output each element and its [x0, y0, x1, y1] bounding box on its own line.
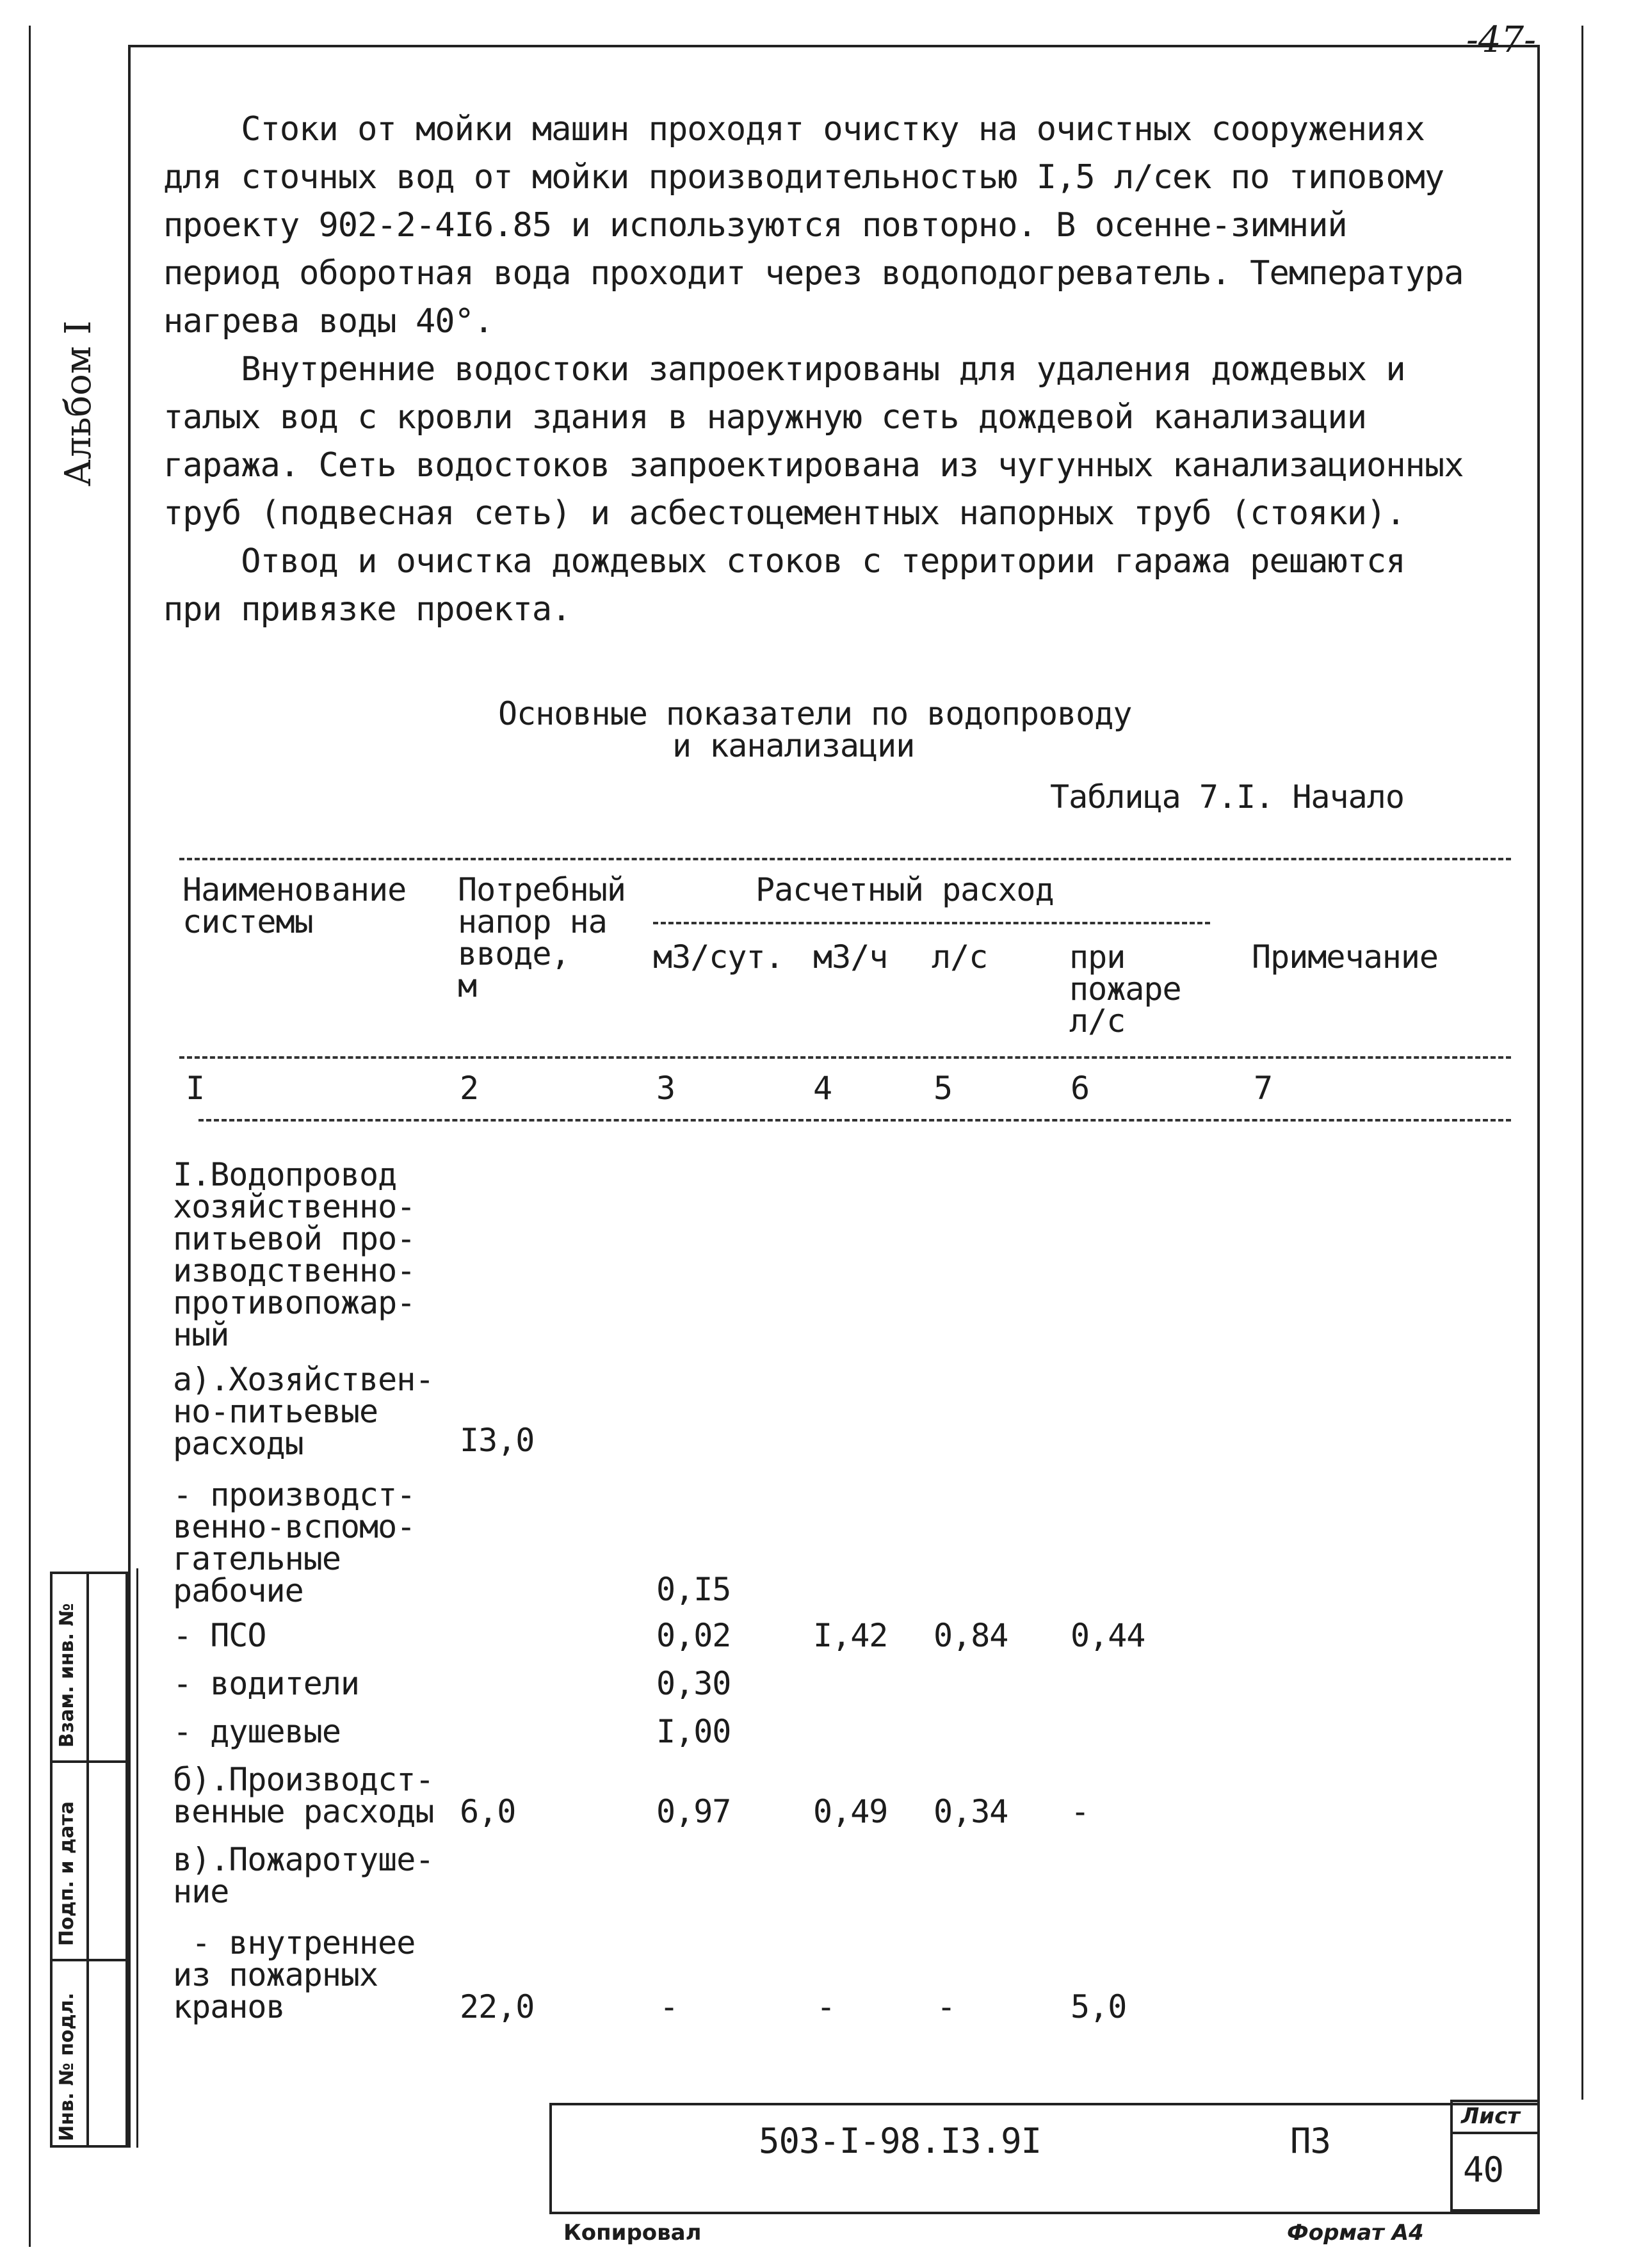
row-pressure: I3,0	[460, 1422, 535, 1459]
header-m3-per-day: м3/сут.	[653, 938, 784, 976]
page-mark: -47-	[1466, 19, 1537, 61]
album-label: Альбом I	[58, 320, 99, 487]
row-fire-flow: -	[1071, 1793, 1090, 1830]
text-line: нагрева воды 40°.	[163, 302, 494, 341]
header-name: Наименование системы	[182, 871, 407, 940]
col-number: 5	[934, 1070, 953, 1107]
text-line: Отвод и очистка дождевых стоков с территории гаража решаются	[163, 542, 1405, 581]
table-top-rule	[179, 858, 1511, 867]
row-fire-flow: 5,0	[1071, 1988, 1127, 2025]
stamp-label-replace-inv: Взам. инв. №	[56, 1603, 78, 1748]
row-m3-per-day: 0,30	[656, 1665, 731, 1702]
footer-copied: Копировал	[563, 2220, 702, 2246]
stamp-label-inv-original: Инв. № подл.	[56, 1992, 78, 2141]
header-flow: Расчетный расход	[756, 871, 1054, 908]
stamp-divider	[86, 1572, 89, 2148]
row-pressure: 6,0	[460, 1793, 516, 1830]
numbers-bottom-rule	[198, 1119, 1511, 1128]
row-m3-per-day: 0,02	[656, 1617, 731, 1654]
sheet-number: 40	[1463, 2150, 1504, 2190]
text-line: Стоки от мойки машин проходят очистку на очистных сооружениях	[163, 110, 1425, 149]
row-l-per-s: -	[937, 1988, 956, 2025]
frame-right-line	[1537, 45, 1540, 2148]
row-l-per-s: 0,34	[934, 1793, 1008, 1830]
header-m3-per-hour: м3/ч	[813, 938, 888, 976]
row-name: - ПСО	[173, 1617, 266, 1654]
text-line: период оборотная вода проходит через водоподогреватель. Температура	[163, 254, 1464, 293]
col-number: I	[186, 1070, 205, 1107]
row-m3-per-day: I,00	[656, 1713, 731, 1750]
table-title-line2: и канализации	[672, 727, 915, 764]
sheet-label: Лист	[1461, 2103, 1520, 2129]
title-block-body	[549, 2105, 1540, 2214]
text-line: при привязке проекта.	[163, 590, 571, 629]
row-fire-flow: 0,44	[1071, 1617, 1145, 1654]
table-caption: Таблица 7.I. Начало	[1050, 778, 1404, 816]
row-l-per-s: 0,84	[934, 1617, 1008, 1654]
row-m3-per-hour: 0,49	[813, 1793, 888, 1830]
col-number: 2	[460, 1070, 479, 1107]
row-name: I.Водопровод хозяйственно- питьевой про- изводственно- противопожар- ный	[173, 1156, 416, 1353]
row-name: - водители	[173, 1665, 360, 1702]
text-line: для сточных вод от мойки производительностью I,5 л/сек по типовому	[163, 158, 1444, 197]
frame-left-line	[128, 45, 131, 2148]
row-m3-per-day: -	[659, 1988, 679, 2025]
row-m3-per-hour: -	[816, 1988, 836, 2025]
frame-top-line	[128, 45, 1540, 47]
text-line: гаража. Сеть водостоков запроектирована из чугунных канализационных	[163, 446, 1464, 485]
footer-format: Формат А4	[1287, 2220, 1424, 2246]
row-name: а).Хозяйствен- но-питьевые расходы	[173, 1361, 434, 1462]
row-m3-per-day: 0,I5	[656, 1571, 731, 1608]
sheet-box-divider	[1450, 2132, 1540, 2134]
header-pressure: Потребный напор на вводе, м	[458, 871, 626, 1004]
header-fire-flow: при пожаре л/с	[1069, 938, 1181, 1040]
frame-far-right-line	[1581, 26, 1583, 2100]
text-line: проекту 902-2-4I6.85 и используются повторно. В осенне-зимний	[163, 206, 1347, 245]
document-code: 503-I-98.I3.9I	[759, 2121, 1042, 2161]
document-section: ПЗ	[1290, 2121, 1331, 2161]
header-l-per-s: л/с	[932, 938, 988, 976]
stamp-row-line	[50, 1959, 128, 1961]
col-number: 3	[656, 1070, 675, 1107]
text-line: Внутренние водостоки запроектированы для удаления дождевых и	[163, 350, 1405, 389]
stamp-row-line	[50, 1760, 128, 1763]
frame-inner-line	[136, 1568, 138, 2148]
text-line: труб (подвесная сеть) и асбестоцементных напорных труб (стояки).	[163, 494, 1405, 533]
header-bottom-rule	[179, 1056, 1511, 1065]
table-title-line1: Основные показатели по водопроводу	[498, 695, 1132, 732]
col-number: 4	[813, 1070, 832, 1107]
col-number: 6	[1071, 1070, 1090, 1107]
row-name: - производст- венно-вспомо- гательные рабочие	[173, 1476, 416, 1609]
margin-line	[29, 26, 31, 2247]
header-note: Примечание	[1252, 938, 1439, 976]
row-name: - внутреннее из пожарных кранов	[173, 1924, 416, 2025]
row-m3-per-hour: I,42	[813, 1617, 888, 1654]
col-number: 7	[1254, 1070, 1273, 1107]
row-pressure: 22,0	[460, 1988, 535, 2025]
row-name: б).Производст- венные расходы	[173, 1761, 434, 1830]
text-line: талых вод с кровли здания в наружную сеть дождевой канализации	[163, 398, 1367, 437]
flow-header-rule	[653, 922, 1210, 931]
body-text	[163, 106, 1527, 634]
row-name: в).Пожаротуше- ние	[173, 1841, 434, 1910]
row-name: - душевые	[173, 1713, 341, 1750]
stamp-label-sign-date: Подп. и дата	[56, 1801, 78, 1946]
row-m3-per-day: 0,97	[656, 1793, 731, 1830]
